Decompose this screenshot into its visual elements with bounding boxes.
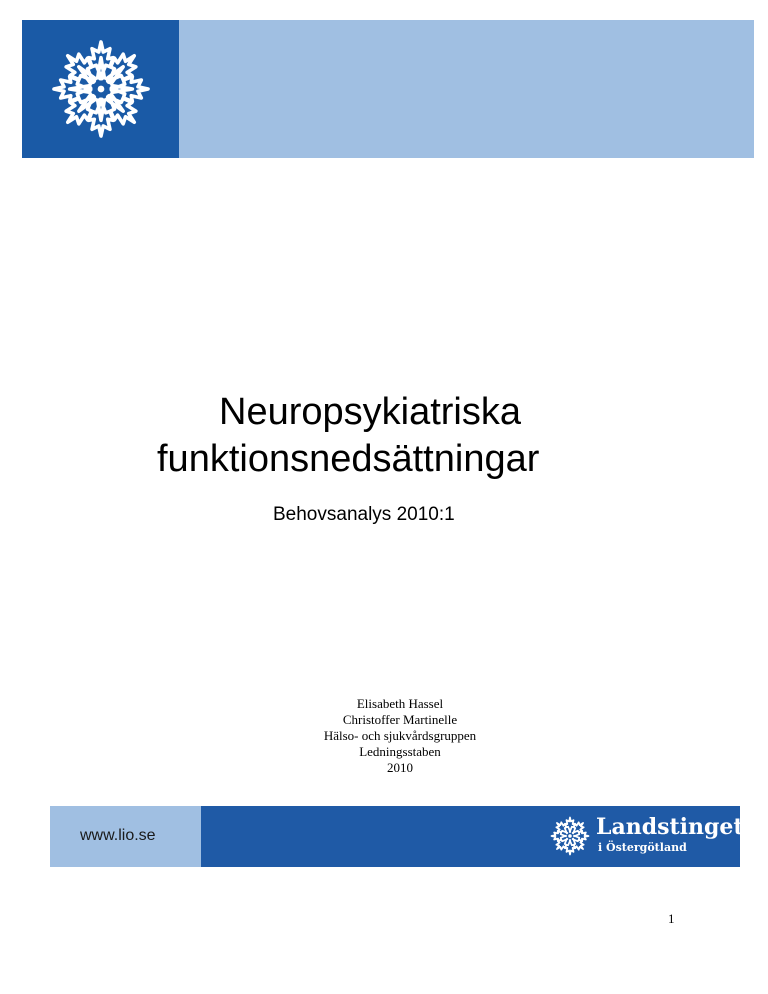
website-link[interactable]: www.lio.se bbox=[80, 827, 156, 844]
document-title-line-2: funktionsnedsättningar bbox=[157, 438, 540, 480]
landstinget-logo bbox=[548, 814, 592, 858]
publication-year: 2010 bbox=[387, 760, 413, 775]
page-number: 1 bbox=[668, 911, 675, 926]
footer-banner bbox=[50, 806, 744, 867]
header-logo-block bbox=[22, 20, 179, 158]
document-title-line-1: Neuropsykiatriska bbox=[219, 391, 521, 433]
document-subtitle: Behovsanalys 2010:1 bbox=[273, 504, 455, 525]
unit-name: Ledningsstaben bbox=[359, 744, 441, 759]
author-block bbox=[250, 696, 550, 776]
snowflake-flower-emblem-icon bbox=[45, 33, 157, 145]
author-name: Elisabeth Hassel bbox=[356, 696, 444, 711]
landstinget-flower-icon bbox=[548, 814, 592, 858]
footer-url-block bbox=[50, 806, 201, 867]
department-name: Hälso- och sjukvårdsgruppen bbox=[323, 728, 477, 743]
brand-region: i Östergötland bbox=[598, 841, 687, 854]
author-name: Christoffer Martinelle bbox=[342, 712, 458, 727]
header-banner bbox=[22, 20, 754, 158]
brand-name: Landstinget bbox=[596, 814, 744, 840]
